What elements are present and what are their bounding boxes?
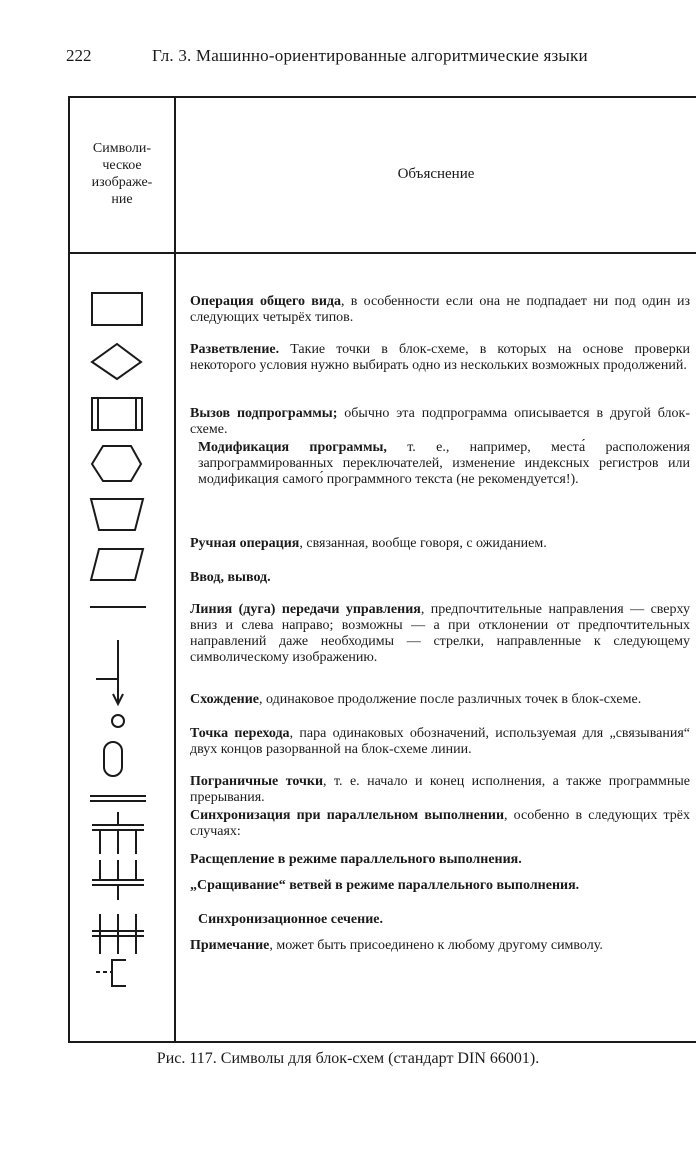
figure-caption: Рис. 117. Символы для блок-схем (стандарт DIN 66001). [156, 1050, 540, 1067]
sync-section-symbol-icon [92, 914, 144, 954]
manual-operation-symbol-icon [91, 499, 143, 530]
process-symbol-icon [92, 293, 142, 325]
parallel-split-symbol-icon [92, 812, 144, 854]
row-process: Операция общего вида, в особенности если она не подпадает ни под один из следующих четырёх типов. [190, 294, 690, 325]
page-header [66, 46, 686, 70]
row-manual-operation: Ручная операция, связанная, вообще говоря, с ожиданием. [190, 536, 547, 551]
parallel-join-symbol-icon [92, 860, 144, 900]
column-header-explanation: Объяснение [397, 166, 475, 182]
junction-symbol-icon [96, 640, 123, 704]
preparation-symbol-icon [92, 446, 141, 481]
row-flow-line: Линия (дуга) передачи управления, предпочтительные направления — сверху вниз и слева направо; возможны — а при отклонении от предпочтительных направлений даже необходимы — стрелки, направленные к следующему символическому изображению. [190, 602, 690, 665]
row-terminal: Пограничные точки, т. е. начало и конец исполнения, а также программные прерывания. [190, 774, 690, 805]
row-parallel-sync: Синхронизация при параллельном выполнении, особенно в следующих трёх случаях: [190, 808, 690, 839]
row-sync-section: Синхронизационное сечение. [198, 912, 383, 927]
connector-symbol-icon [112, 715, 124, 727]
page-number: 222 [66, 46, 92, 65]
decision-symbol-icon [92, 344, 141, 379]
parallel-sync-symbol-icon [90, 796, 146, 801]
symbol-column [68, 96, 176, 1043]
row-connector: Точка перехода, пара одинаковых обозначений, используемая для „связывания“ двух концов разорванной на блок-схеме линии. [190, 726, 690, 757]
subroutine-symbol-icon [92, 398, 142, 430]
row-parallel-join: „Сращивание“ ветвей в режиме параллельного выполнения. [190, 878, 580, 893]
annotation-symbol-icon [96, 960, 126, 986]
row-parallel-split: Расщепление в режиме параллельного выполнения. [190, 852, 522, 867]
column-header-symbol: Символи- ческое изображе- ние [91, 141, 153, 207]
row-preparation: Модификация программы, т. е., например, места́ расположения запрограммированных переключателей, изменение индексных регистров или модификация самого́ программного текста (не рекомендуется!). [198, 440, 690, 487]
row-junction: Схождение, одинаковое продолжение после различных точек в блок-схеме. [190, 692, 642, 707]
row-annotation: Примечание, может быть присоединено к любому другому символу. [190, 938, 603, 953]
terminal-symbol-icon [104, 742, 122, 776]
running-title: Гл. 3. Машинно-ориентированные алгоритмические языки [152, 46, 588, 65]
row-subroutine: Вызов подпрограммы; обычно эта подпрограмма описывается в другой блок-схеме. [190, 406, 690, 437]
row-decision: Разветвление. Такие точки в блок-схеме, в которых на основе проверки некоторого условия нужно выбирать одно из нескольких возможных продолжений. [190, 342, 690, 373]
symbols-table [68, 96, 696, 1044]
row-input-output: Ввод, вывод. [190, 570, 271, 585]
input-output-symbol-icon [91, 549, 143, 580]
